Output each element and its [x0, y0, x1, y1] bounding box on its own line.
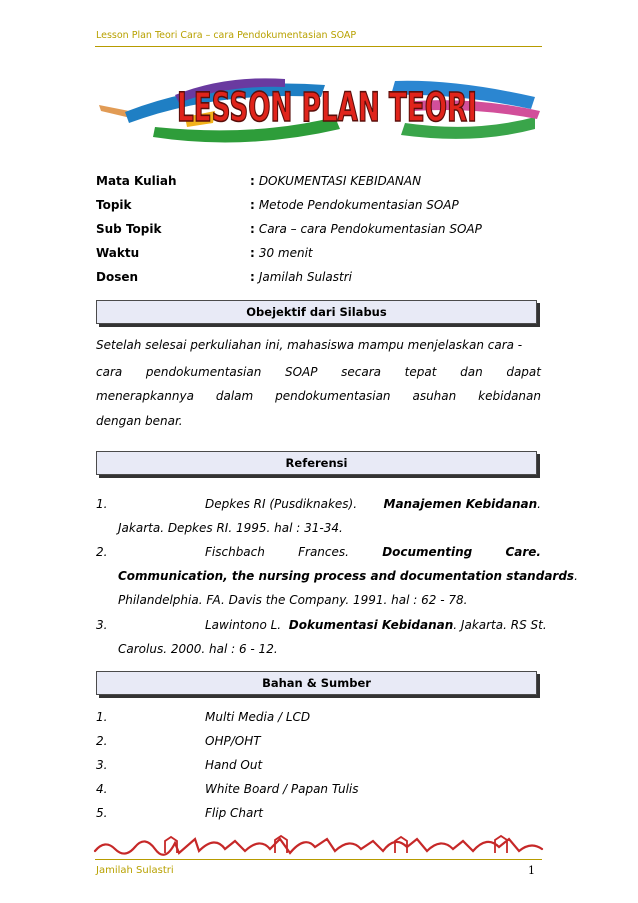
reference-title: Manajemen Kebidanan [383, 497, 538, 511]
info-value-text: Metode Pendokumentasian SOAP [258, 198, 459, 212]
reference-3-cont: Carolus. 2000. hal : 6 - 12. [118, 642, 278, 656]
running-header: Lesson Plan Teori Cara – cara Pendokumentasian SOAP [96, 30, 357, 41]
word: pendokumentasian [145, 365, 262, 379]
word: dalam [215, 389, 254, 403]
separator: : [250, 222, 255, 236]
word: dapat [506, 365, 541, 379]
reference-title: Documenting [382, 545, 473, 559]
separator: : [250, 270, 255, 284]
info-value [250, 270, 352, 284]
material-number: 4. [96, 782, 108, 796]
reference-title-wrap [384, 497, 541, 511]
word: asuhan [412, 389, 457, 403]
reference-number: 3. [96, 618, 108, 632]
material-item: Multi Media / LCD [205, 710, 311, 724]
info-value-text: DOKUMENTASI KEBIDANAN [258, 174, 422, 188]
info-value-text: Jamilah Sulastri [258, 270, 352, 284]
reference-2-line [205, 545, 541, 559]
footer-author: Jamilah Sulastri [96, 865, 174, 876]
separator: : [250, 198, 255, 212]
section-heading-objective: Obejektif dari Silabus [96, 300, 537, 324]
reference-2-cont-2: Philandelphia. FA. Davis the Company. 1991. hal : 62 - 78. [118, 593, 468, 607]
banner-image [95, 57, 542, 149]
word: cara [96, 365, 123, 379]
material-number: 5. [96, 806, 108, 820]
section-heading-materials: Bahan & Sumber [96, 671, 537, 695]
info-value [250, 174, 421, 188]
footer-ornament [95, 831, 542, 857]
reference-1-cont: Jakarta. Depkes RI. 1995. hal : 31-34. [118, 521, 343, 535]
info-value [250, 222, 482, 236]
word: tepat [404, 365, 437, 379]
reference-end: . [574, 569, 578, 583]
info-value [250, 198, 459, 212]
banner-title: LESSON PLAN TEORI [177, 85, 477, 131]
page-number: 1 [528, 864, 535, 877]
info-label: Topik [96, 198, 132, 212]
info-label: Waktu [96, 246, 140, 260]
section-heading-references: Referensi [96, 451, 537, 475]
info-label: Mata Kuliah [96, 174, 177, 188]
reference-author: Fischbach [205, 545, 265, 559]
reference-title-cont: Communication, the nursing process and documentation standards [118, 569, 575, 583]
reference-3-line [205, 618, 547, 632]
material-number: 2. [96, 734, 108, 748]
word: SOAP [284, 365, 318, 379]
info-value [250, 246, 313, 260]
word: kebidanan [478, 389, 541, 403]
word: secara [341, 365, 382, 379]
reference-title-2: Care. [505, 545, 541, 559]
reference-number: 1. [96, 497, 108, 511]
reference-author: Depkes RI (Pusdiknakes). [205, 497, 358, 511]
word: pendokumentasian [275, 389, 391, 403]
word: menerapkannya [96, 389, 194, 403]
info-value-text: 30 menit [258, 246, 313, 260]
reference-author-2: Frances. [298, 545, 349, 559]
header-divider [95, 46, 542, 47]
reference-end: . Jakarta. RS St. [453, 618, 547, 632]
objective-line-4: dengan benar. [96, 414, 183, 428]
reference-title: Dokumentasi Kebidanan [288, 618, 454, 632]
footer-divider [95, 859, 542, 860]
reference-end: . [537, 497, 541, 511]
material-number: 1. [96, 710, 108, 724]
material-item: White Board / Papan Tulis [205, 782, 359, 796]
info-label: Sub Topik [96, 222, 162, 236]
separator: : [250, 174, 255, 188]
word: dan [460, 365, 483, 379]
reference-number: 2. [96, 545, 108, 559]
material-item: Hand Out [205, 758, 263, 772]
info-label: Dosen [96, 270, 139, 284]
material-item: Flip Chart [205, 806, 263, 820]
info-value-text: Cara – cara Pendokumentasian SOAP [258, 222, 482, 236]
objective-line-3 [96, 389, 541, 403]
material-item: OHP/OHT [205, 734, 261, 748]
separator: : [250, 246, 255, 260]
reference-2-cont [118, 569, 578, 583]
reference-author: Lawintono L. [205, 618, 282, 632]
reference-1-line [205, 497, 541, 511]
objective-line-1: Setelah selesai perkuliahan ini, mahasiswa mampu menjelaskan cara - [96, 338, 523, 352]
objective-line-2 [96, 365, 541, 379]
material-number: 3. [96, 758, 108, 772]
